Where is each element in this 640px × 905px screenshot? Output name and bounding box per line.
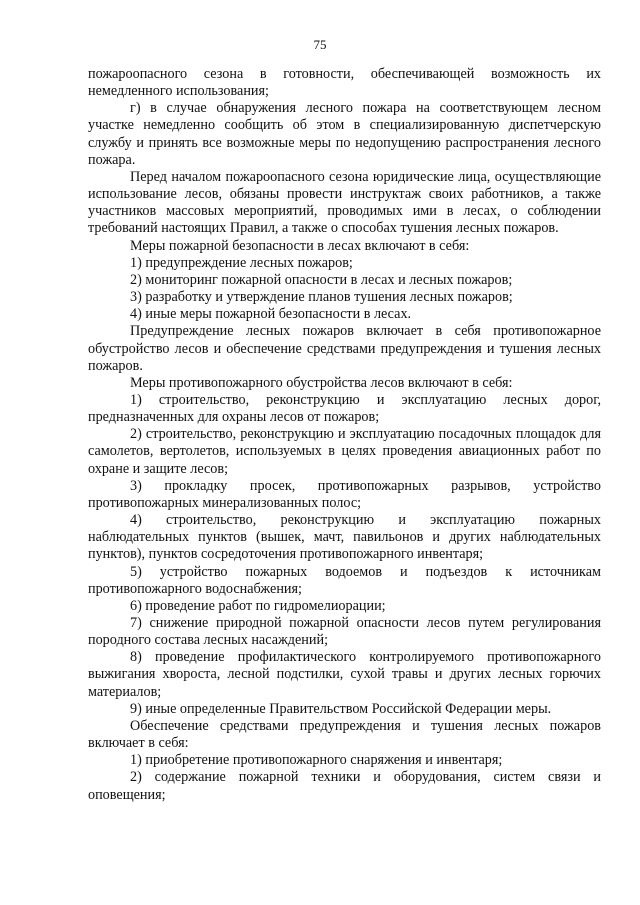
paragraph: Предупреждение лесных пожаров включает в себя противопожарное обустройство лесов и обеспечение средствами предупреждения и тушения лесных пожаров. (88, 323, 601, 374)
paragraph: 6) проведение работ по гидромелиорации; (130, 597, 386, 614)
paragraph: 5) устройство пожарных водоемов и подъездов к источникам противопожарного водоснабжения; (88, 563, 601, 597)
paragraph: 1) приобретение противопожарного снаряжения и инвентаря; (130, 752, 503, 769)
page-number: 75 (313, 37, 327, 52)
paragraph: 8) проведение профилактического контролируемого противопожарного выжигания хвороста, лесной подстилки, сухой травы и других лесных горючих материалов; (88, 649, 601, 700)
document-body (88, 66, 601, 804)
paragraph: 4) строительство, реконструкцию и эксплуатацию пожарных наблюдательных пунктов (вышек, мачт, павильонов и других наблюдательных пунктов), пунктов сосредоточения противопожарного инвентаря; (88, 512, 601, 563)
paragraph: 7) снижение природной пожарной опасности лесов путем регулирования породного состава лесных насаждений; (88, 615, 601, 649)
paragraph: г) в случае обнаружения лесного пожара на соответствующем лесном участке немедленно сообщить об этом в специализированную диспетчерскую службу и принять все возможные меры по недопущению распространения лесного пожара. (88, 100, 601, 168)
paragraph: 3) прокладку просек, противопожарных разрывов, устройство противопожарных минерализованных полос; (88, 477, 601, 511)
paragraph: 2) строительство, реконструкцию и эксплуатацию посадочных площадок для самолетов, вертолетов, используемых в целях проведения авиационных работ по охране и защите лесов; (88, 426, 601, 477)
paragraph: 2) содержание пожарной техники и оборудования, систем связи и оповещения; (88, 769, 601, 803)
paragraph: 4) иные меры пожарной безопасности в лесах. (130, 306, 412, 323)
paragraph: 1) предупреждение лесных пожаров; (130, 254, 353, 271)
paragraph: 2) мониторинг пожарной опасности в лесах и лесных пожаров; (130, 271, 513, 288)
paragraph: Меры пожарной безопасности в лесах включают в себя: (130, 237, 470, 254)
paragraph: 9) иные определенные Правительством Российской Федерации меры. (130, 700, 552, 717)
paragraph: 3) разработку и утверждение планов тушения лесных пожаров; (130, 289, 513, 306)
paragraph: пожароопасного сезона в готовности, обеспечивающей возможность их немедленного использования; (88, 66, 601, 100)
paragraph: Меры противопожарного обустройства лесов включают в себя: (130, 374, 513, 391)
paragraph: Обеспечение средствами предупреждения и тушения лесных пожаров включает в себя: (88, 717, 601, 752)
paragraph: 1) строительство, реконструкцию и эксплуатацию лесных дорог, предназначенных для охраны лесов от пожаров; (88, 391, 601, 426)
paragraph: Перед началом пожароопасного сезона юридические лица, осуществляющие использование лесов, обязаны провести инструктаж своих работников, а также участников массовых мероприятий, проводимых ими в лесах, о соблюдении требований настоящих Правил, а также о способах тушения лесных пожаров. (88, 168, 601, 237)
